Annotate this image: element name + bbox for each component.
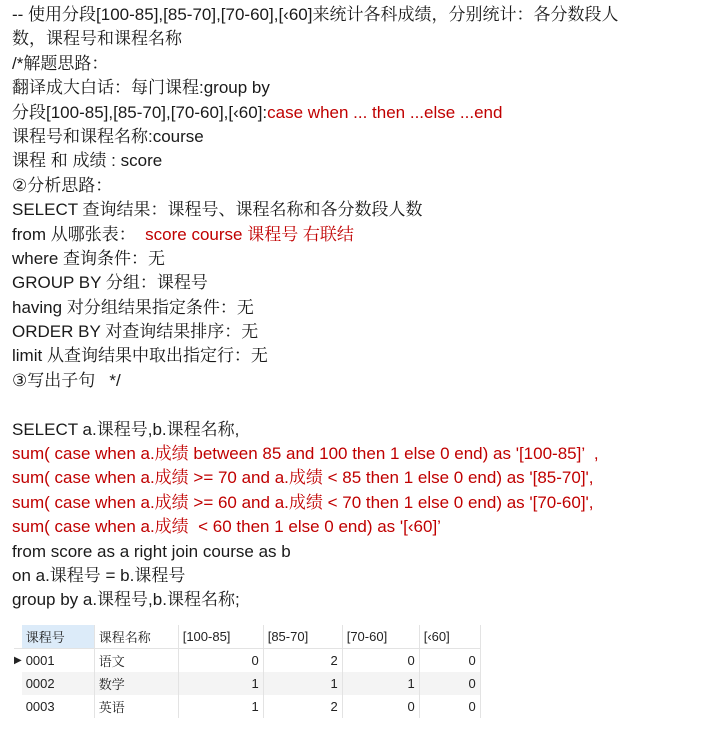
highlighted-text: score course 课程号 右联结	[145, 224, 354, 244]
column-header[interactable]: [70-60]	[342, 625, 419, 649]
text-line	[12, 198, 712, 222]
table-cell[interactable]: 数学	[94, 672, 178, 695]
table-cell[interactable]: 1	[178, 695, 263, 718]
text-line	[12, 418, 712, 442]
highlighted-text: case when ... then ...else ...end	[267, 102, 503, 122]
text-segment: GROUP BY 分组：课程号	[12, 273, 208, 293]
text-segment: 翻译成大白话：每门课程:group by	[12, 78, 270, 98]
text-line	[12, 442, 712, 466]
text-line	[12, 101, 712, 125]
table-row[interactable]	[14, 672, 480, 695]
text-segment: /*解题思路：	[12, 53, 109, 73]
table-cell[interactable]: 0001	[22, 649, 95, 673]
highlighted-text: sum( case when a.成绩 between 85 and 100 then 1 else 0 end) as '[100-85]’ ,	[12, 444, 599, 464]
text-segment: having 对分组结果指定条件：无	[12, 297, 254, 317]
highlighted-text: sum( case when a.成绩 >= 70 and a.成绩 < 85 then 1 else 0 end) as '[85-70]',	[12, 468, 594, 488]
column-header[interactable]: [100-85]	[178, 625, 263, 649]
text-line	[12, 588, 712, 612]
table-row[interactable]	[14, 695, 480, 718]
table-cell[interactable]: 语文	[94, 649, 178, 673]
text-line	[12, 27, 712, 51]
text-segment: ③写出子句 */	[12, 370, 121, 390]
table-row[interactable]	[14, 649, 480, 673]
table-cell[interactable]: 2	[263, 649, 342, 673]
text-line	[12, 271, 712, 295]
text-line	[12, 540, 712, 564]
current-row-arrow-icon: ▶	[14, 649, 22, 673]
text-segment: 分段[100-85],[85-70],[70-60],[‹60]:	[12, 102, 268, 122]
row-indicator	[14, 672, 22, 695]
table-cell[interactable]: 0	[419, 649, 480, 673]
sql-notes	[12, 3, 712, 613]
text-segment: 课程 和 成绩 : score	[12, 151, 163, 171]
table-cell[interactable]: 0	[342, 695, 419, 718]
text-line	[12, 247, 712, 271]
text-line	[12, 52, 712, 76]
text-line	[12, 320, 712, 344]
text-line	[12, 515, 712, 539]
table-cell[interactable]: 0	[178, 649, 263, 673]
text-segment: on a.课程号 = b.课程号	[12, 565, 186, 585]
text-segment: 课程号和课程名称:course	[12, 126, 204, 146]
text-line	[12, 3, 712, 27]
column-header[interactable]: 课程名称	[94, 625, 178, 649]
text-line	[12, 491, 712, 515]
table-cell[interactable]: 0003	[22, 695, 95, 718]
text-segment: ②分析思路：	[12, 175, 113, 195]
text-segment: from score as a right join course as b	[12, 541, 291, 561]
table-cell[interactable]: 0	[342, 649, 419, 673]
text-line	[12, 149, 712, 173]
result-header-row	[14, 625, 480, 649]
text-line	[12, 466, 712, 490]
text-line	[12, 393, 712, 417]
text-segment: ORDER BY 对查询结果排序：无	[12, 322, 259, 342]
highlighted-text: sum( case when a.成绩 >= 60 and a.成绩 < 70 then 1 else 0 end) as '[70-60]',	[12, 492, 594, 512]
text-segment: SELECT a.课程号,b.课程名称,	[12, 419, 240, 439]
result-grid	[14, 625, 481, 718]
text-line	[12, 564, 712, 588]
text-line	[12, 223, 712, 247]
text-line	[12, 296, 712, 320]
row-indicator	[14, 695, 22, 718]
table-cell[interactable]: 1	[342, 672, 419, 695]
text-line	[12, 76, 712, 100]
row-indicator-header	[14, 625, 22, 649]
text-line	[12, 125, 712, 149]
column-header[interactable]: [85-70]	[263, 625, 342, 649]
column-header[interactable]: 课程号	[22, 625, 95, 649]
column-header[interactable]: [‹60]	[419, 625, 480, 649]
text-line	[12, 369, 712, 393]
table-cell[interactable]: 0	[419, 672, 480, 695]
table-cell[interactable]: 1	[178, 672, 263, 695]
text-segment: from 从哪张表：	[12, 224, 146, 244]
text-segment: -- 使用分段[100-85],[85-70],[70-60],[‹60]来统计各科成绩，分别统计：各分数段人	[12, 5, 619, 24]
table-cell[interactable]: 0	[419, 695, 480, 718]
text-segment: 数，课程号和课程名称	[12, 29, 182, 49]
text-segment: limit 从查询结果中取出指定行：无	[12, 346, 268, 366]
text-segment: SELECT 查询结果：课程号、课程名称和各分数段人数	[12, 200, 423, 220]
text-line	[12, 174, 712, 198]
table-cell[interactable]: 2	[263, 695, 342, 718]
text-line	[12, 344, 712, 368]
highlighted-text: sum( case when a.成绩 < 60 then 1 else 0 end) as '[‹60]’	[12, 517, 441, 537]
text-segment: where 查询条件：无	[12, 248, 166, 268]
text-segment: group by a.课程号,b.课程名称;	[12, 590, 240, 610]
table-cell[interactable]: 1	[263, 672, 342, 695]
table-cell[interactable]: 0002	[22, 672, 95, 695]
table-cell[interactable]: 英语	[94, 695, 178, 718]
